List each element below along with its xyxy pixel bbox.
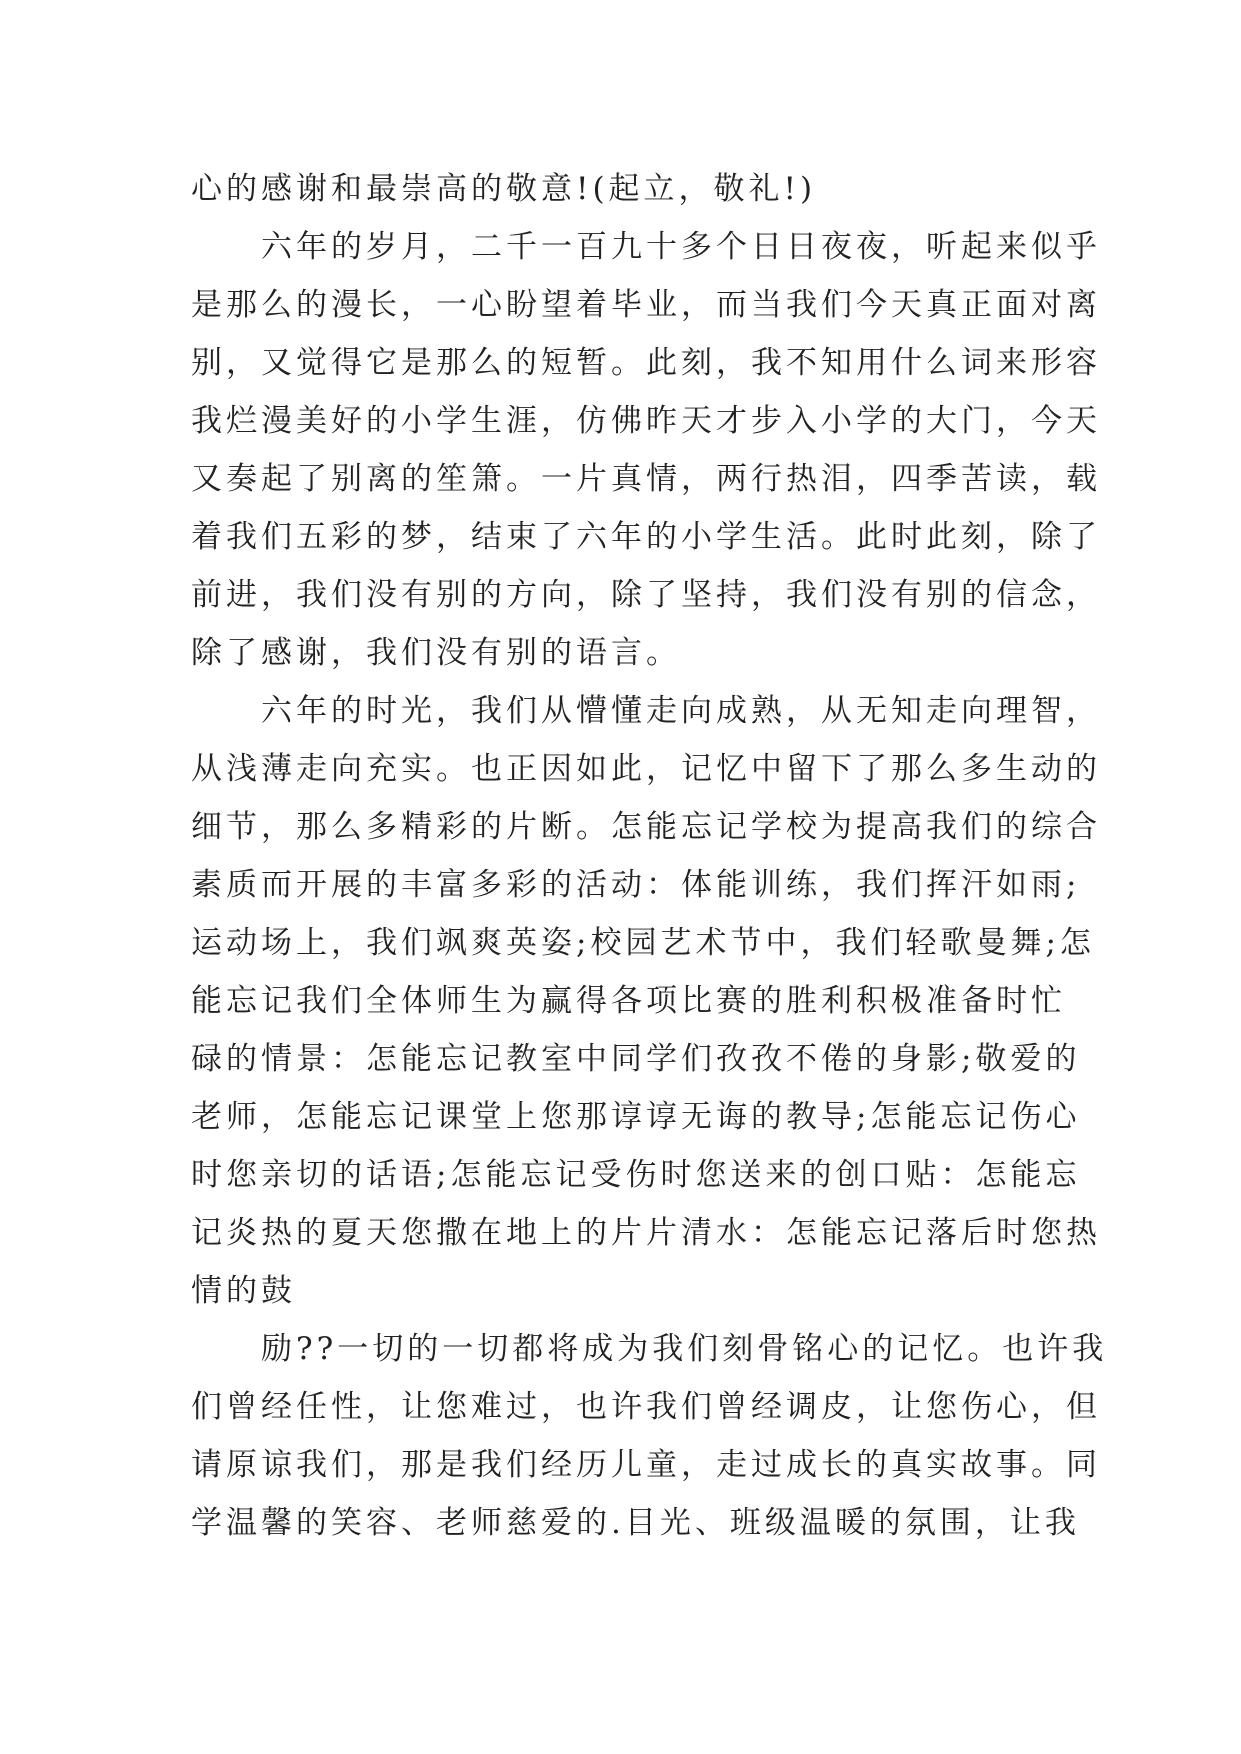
paragraph [191, 682, 1101, 1320]
text-line: 学温馨的笑容、老师慈爱的.目光、班级温暖的氛围，让我 [191, 1505, 1080, 1541]
text-line: 我烂漫美好的小学生涯，仿佛昨天才步入小学的大门，今天 [191, 403, 1101, 439]
text-line: 着我们五彩的梦，结束了六年的小学生活。此时此刻，除了 [191, 519, 1101, 555]
text-line: 六年的岁月，二千一百九十多个日日夜夜，听起来似乎 [261, 229, 1101, 265]
text-line: 是那么的漫长，一心盼望着毕业，而当我们今天真正面对离 [191, 287, 1101, 323]
text-line: 请原谅我们，那是我们经历儿童，走过成长的真实故事。同 [191, 1447, 1101, 1483]
text-line: 们曾经任性，让您难过，也许我们曾经调皮，让您伤心，但 [191, 1389, 1101, 1425]
paragraph [191, 160, 1051, 218]
text-line: 前进，我们没有别的方向，除了坚持，我们没有别的信念， [191, 577, 1101, 613]
text-line: 心的感谢和最崇高的敬意!(起立，敬礼!) [191, 171, 817, 207]
text-line: 除了感谢，我们没有别的语言。 [191, 635, 681, 671]
text-line: 六年的时光，我们从懵懂走向成熟，从无知走向理智， [261, 693, 1101, 729]
text-line: 从浅薄走向充实。也正因如此，记忆中留下了那么多生动的 [191, 751, 1101, 787]
text-line: 碌的情景：怎能忘记教室中同学们孜孜不倦的身影;敬爱的 [191, 1041, 1081, 1077]
text-line: 别，又觉得它是那么的短暂。此刻，我不知用什么词来形容 [191, 345, 1101, 381]
text-line: 记炎热的夏天您撒在地上的片片清水：怎能忘记落后时您热 [191, 1215, 1101, 1251]
text-line: 励??一切的一切都将成为我们刻骨铭心的记忆。也许我 [261, 1331, 1108, 1367]
document-body [191, 160, 1108, 1552]
text-line: 老师，怎能忘记课堂上您那谆谆无诲的教导;怎能忘记伤心 [191, 1099, 1081, 1135]
text-line: 素质而开展的丰富多彩的活动：体能训练，我们挥汗如雨; [191, 867, 1081, 903]
paragraph [191, 1320, 1108, 1552]
text-line: 时您亲切的话语;怎能忘记受伤时您送来的创口贴：怎能忘 [191, 1157, 1081, 1193]
text-line: 能忘记我们全体师生为赢得各项比赛的胜利积极准备时忙 [191, 983, 1066, 1019]
paragraph [191, 218, 1101, 682]
text-line: 情的鼓 [191, 1273, 296, 1309]
text-line: 运动场上，我们飒爽英姿;校园艺术节中，我们轻歌曼舞;怎 [191, 925, 1095, 961]
text-line: 细节，那么多精彩的片断。怎能忘记学校为提高我们的综合 [191, 809, 1101, 845]
text-line: 又奏起了别离的笙箫。一片真情，两行热泪，四季苦读，载 [191, 461, 1101, 497]
